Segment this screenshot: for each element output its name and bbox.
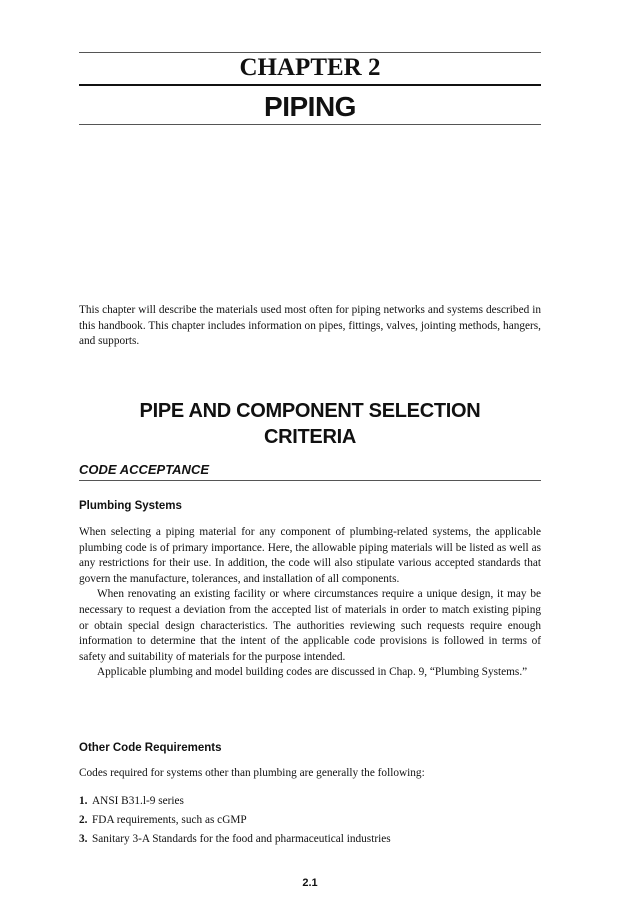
code-list	[79, 792, 541, 849]
intro-paragraph: This chapter will describe the materials used most often for piping networks and systems described in this handbook. This chapter includes information on pipes, fittings, valves, jointing methods, hangers, and supports.	[79, 304, 541, 348]
plumbing-paragraph-3: Applicable plumbing and model building codes are discussed in Chap. 9, “Plumbing Systems.”	[97, 666, 528, 679]
list-item-text: FDA requirements, such as cGMP	[92, 814, 247, 826]
section-heading-line-2: CRITERIA	[263, 426, 357, 448]
subsection-rule	[79, 480, 541, 481]
list-item-text: Sanitary 3-A Standards for the food and pharmaceutical industries	[92, 833, 391, 845]
plumbing-body	[79, 525, 541, 681]
list-item-text: ANSI B31.l-9 series	[92, 795, 184, 807]
top-rule	[79, 52, 541, 53]
list-item	[79, 830, 541, 849]
other-code-heading: Other Code Requirements	[79, 742, 222, 754]
page-number: 2.1	[302, 877, 318, 889]
list-item	[79, 811, 541, 830]
list-item-number: 3.	[79, 833, 88, 845]
list-item-number: 2.	[79, 814, 88, 826]
list-item	[79, 792, 541, 811]
plumbing-paragraph-2: When renovating an existing facility or where circumstances require a unique design, it may be necessary to request a deviation from the accepted list of materials in order to match existing piping or obtain special design characteristics. The authorities reviewing such requests require enough information to determine that the intent of the applicable code provisions is followed in terms of safety and suitability of materials for the purpose intended.	[79, 588, 541, 663]
title-underline	[79, 124, 541, 125]
plumbing-paragraph-1: When selecting a piping material for any component of plumbing-related systems, the applicable plumbing code is of primary importance. Here, the allowable piping materials will be listed as well as any restrictions for their use. In addition, the code will also stipulate various accepted standards that govern the manufacture, tolerances, and installation of all components.	[79, 526, 541, 585]
section-heading-line-1: PIPE AND COMPONENT SELECTION	[139, 400, 481, 422]
plumbing-heading: Plumbing Systems	[79, 500, 182, 512]
chapter-label: CHAPTER 2	[239, 54, 381, 81]
other-code-intro: Codes required for systems other than plumbing are generally the following:	[79, 767, 425, 779]
chapter-title: PIPING	[264, 91, 356, 122]
section-heading	[79, 398, 541, 450]
list-item-number: 1.	[79, 795, 88, 807]
subsection-heading: CODE ACCEPTANCE	[79, 462, 210, 477]
chapter-divider	[79, 84, 541, 86]
